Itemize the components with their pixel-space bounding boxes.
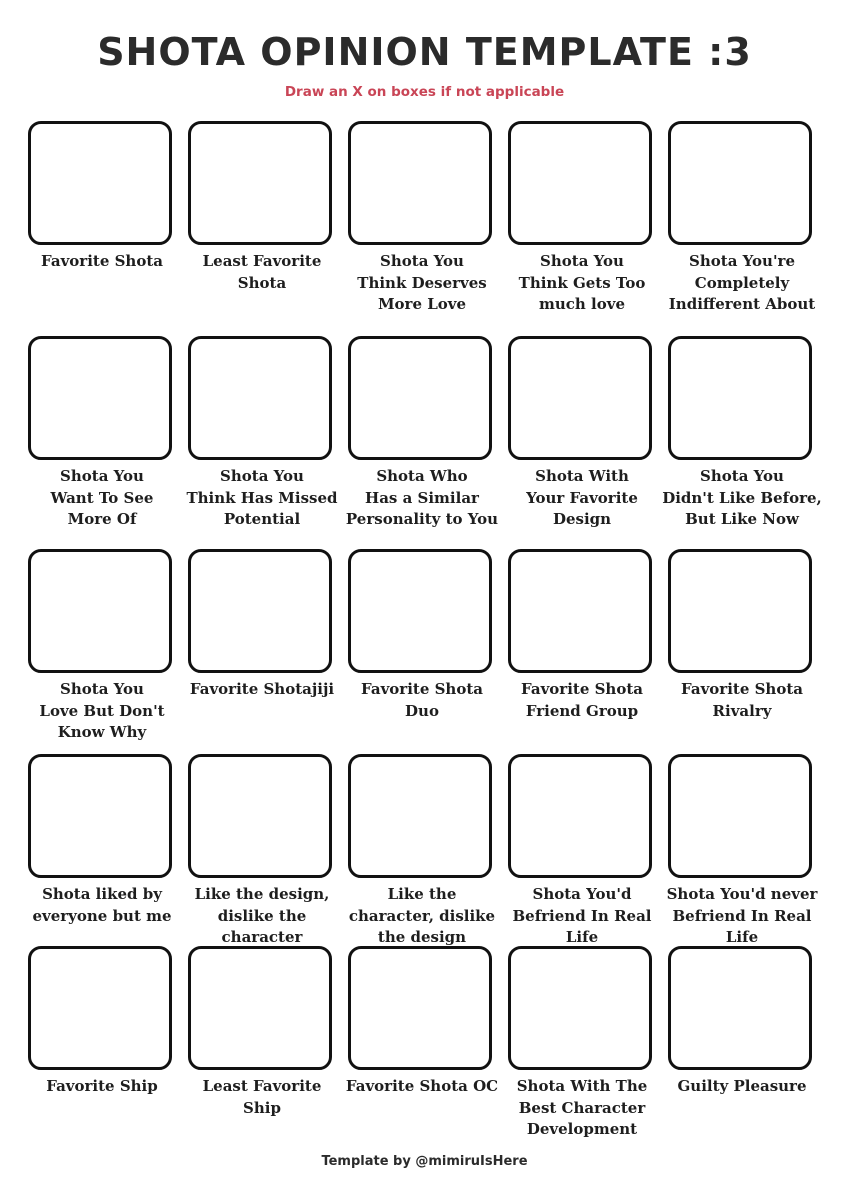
cell-label: Shota Who Has a Similar Personality to You (345, 467, 499, 528)
answer-box[interactable] (668, 121, 812, 245)
cell-label: Favorite Shota OC (345, 1077, 499, 1095)
answer-box[interactable] (508, 549, 652, 673)
cell-label: Shota You'd never Befriend In Real Life (666, 885, 818, 946)
answer-box[interactable] (508, 946, 652, 1070)
cell-label: Least Favorite Ship (202, 1077, 322, 1117)
answer-box[interactable] (508, 121, 652, 245)
answer-box[interactable] (28, 336, 172, 460)
answer-box[interactable] (348, 336, 492, 460)
cell-label: Guilty Pleasure (677, 1077, 807, 1095)
answer-box[interactable] (348, 754, 492, 878)
answer-box[interactable] (28, 754, 172, 878)
answer-box[interactable] (348, 549, 492, 673)
cell-label: Least Favorite Shota (202, 252, 322, 292)
cell-label: Shota You're Completely Indifferent About (668, 252, 816, 313)
page-title: SHOTA OPINION TEMPLATE :3 (97, 30, 752, 74)
answer-box[interactable] (28, 549, 172, 673)
cell-label: Shota liked by everyone but me (32, 885, 172, 925)
cell-label: Favorite Ship (46, 1077, 158, 1095)
answer-box[interactable] (28, 946, 172, 1070)
answer-box[interactable] (668, 754, 812, 878)
cell-label: Shota With The Best Character Development (516, 1077, 648, 1138)
answer-box[interactable] (668, 946, 812, 1070)
cell-label: Like the character, dislike the design (348, 885, 496, 946)
cell-label: Shota With Your Favorite Design (526, 467, 638, 528)
answer-box[interactable] (188, 121, 332, 245)
answer-box[interactable] (188, 549, 332, 673)
cell-label: Shota You Want To See More Of (50, 467, 154, 528)
cell-label: Like the design, dislike the character (194, 885, 330, 946)
template-credit: Template by @mimiruIsHere (321, 1154, 528, 1169)
cell-label: Favorite Shota (41, 252, 163, 270)
cell-label: Favorite Shotajiji (189, 680, 335, 698)
cell-label: Favorite Shota Rivalry (681, 680, 803, 720)
answer-box[interactable] (188, 946, 332, 1070)
cell-label: Shota You Think Has Missed Potential (186, 467, 338, 528)
cell-label: Favorite Shota Duo (361, 680, 483, 720)
answer-box[interactable] (508, 754, 652, 878)
cell-label: Shota You Think Gets Too much love (518, 252, 646, 313)
cell-label: Favorite Shota Friend Group (521, 680, 643, 720)
answer-box[interactable] (508, 336, 652, 460)
answer-box[interactable] (668, 549, 812, 673)
cell-label: Shota You Think Deserves More Love (357, 252, 487, 313)
answer-box[interactable] (348, 121, 492, 245)
answer-box[interactable] (668, 336, 812, 460)
cell-label: Shota You Didn't Like Before, But Like Now (662, 467, 822, 528)
cell-label: Shota You Love But Don't Know Why (39, 680, 165, 741)
cell-label: Shota You'd Befriend In Real Life (512, 885, 652, 946)
answer-box[interactable] (348, 946, 492, 1070)
answer-box[interactable] (188, 336, 332, 460)
answer-box[interactable] (28, 121, 172, 245)
answer-box[interactable] (188, 754, 332, 878)
instructions-text: Draw an X on boxes if not applicable (284, 84, 565, 100)
